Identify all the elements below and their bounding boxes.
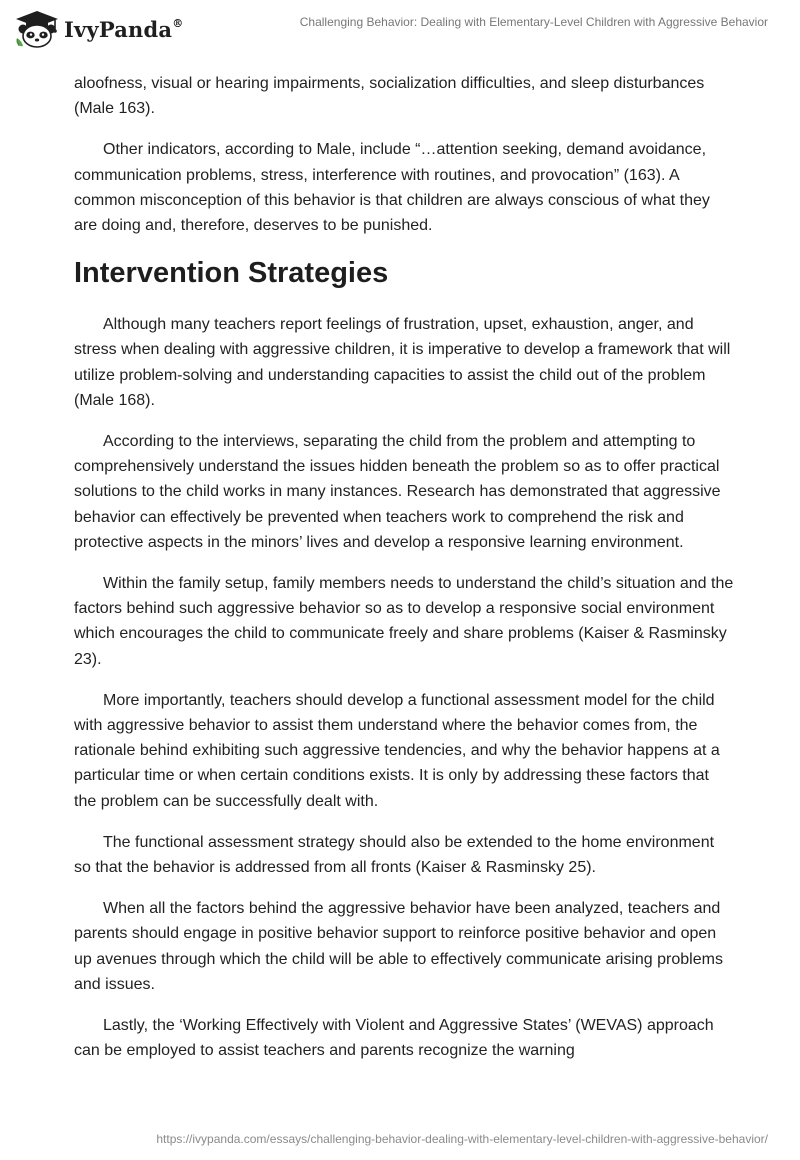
paragraph-home-environment: The functional assessment strategy should also be extended to the home environment so that the behavior is addressed from all fronts (Kaiser & Rasminsky 25). [74,833,715,877]
paragraph-other-indicators: Other indicators, according to Male, include “…attention seeking, demand avoidance, communication problems, stress, interference with routines, and provocation” (163). A common misconception of this behavior is that children are always conscious of what they are doing and, therefore, deserves to be punished. [74,141,710,235]
document-title: Challenging Behavior: Dealing with Elementary-Level Children with Aggressive Behavior [299,15,768,29]
paragraph-family-setup: Within the family setup, family members needs to understand the child’s situation and the factors behind such aggressive behavior so as to develop a responsive social environment which encourages the child to communicate freely and share problems (Kaiser & Rasminsky 23). [74,575,734,668]
section-heading-intervention-strategies: Intervention Strategies [74,257,389,290]
paragraph-wevas-approach: Lastly, the ‘Working Effectively with Violent and Aggressive States’ (WEVAS) approach can be employed to assist teachers and parents recognize the warning [74,1017,714,1060]
brand-name: IvyPanda® [64,16,184,42]
paragraph-teacher-feelings: Although many teachers report feelings of frustration, upset, exhaustion, anger, and stress when dealing with aggressive children, it is imperative to develop a framework that will utilize problem-solving and understanding capacities to assist the child out of the problem (Male 168). [74,316,731,409]
paragraph-functional-assessment: More importantly, teachers should develop a functional assessment model for the child with aggressive behavior to assist them understand where the behavior comes from, the rationale behind exhibiting such aggressive tendencies, and why the behavior happens at a particular time or when certain conditions exists. It is only by addressing these factors that the problem can be successfully dealt with. [74,691,720,810]
paragraph-continuation: aloofness, visual or hearing impairments, socialization difficulties, and sleep disturbances (Male 163). [74,75,705,118]
source-url[interactable]: https://ivypanda.com/essays/challenging-behavior-dealing-with-elementary-level-children-with-aggressive-behavior/ [156,1132,768,1146]
essay-body [74,71,734,1080]
paragraph-positive-behavior-support: When all the factors behind the aggressive behavior have been analyzed, teachers and parents should engage in positive behavior support to reinforce positive behavior and open up avenues through which the child will be able to effectively communicate arising problems and issues. [74,900,723,993]
panda-graduate-icon [14,8,60,48]
paragraph-interviews: According to the interviews, separating the child from the problem and attempting to comprehensively understand the issues hidden beneath the problem so as to offer practical solutions to the child works in many instances. Research has demonstrated that aggressive behavior can effectively be prevented when teachers work to comprehend the risk and protective aspects in the minors’ lives and develop a responsive learning environment. [74,433,721,551]
ivypanda-logo[interactable] [14,8,183,48]
